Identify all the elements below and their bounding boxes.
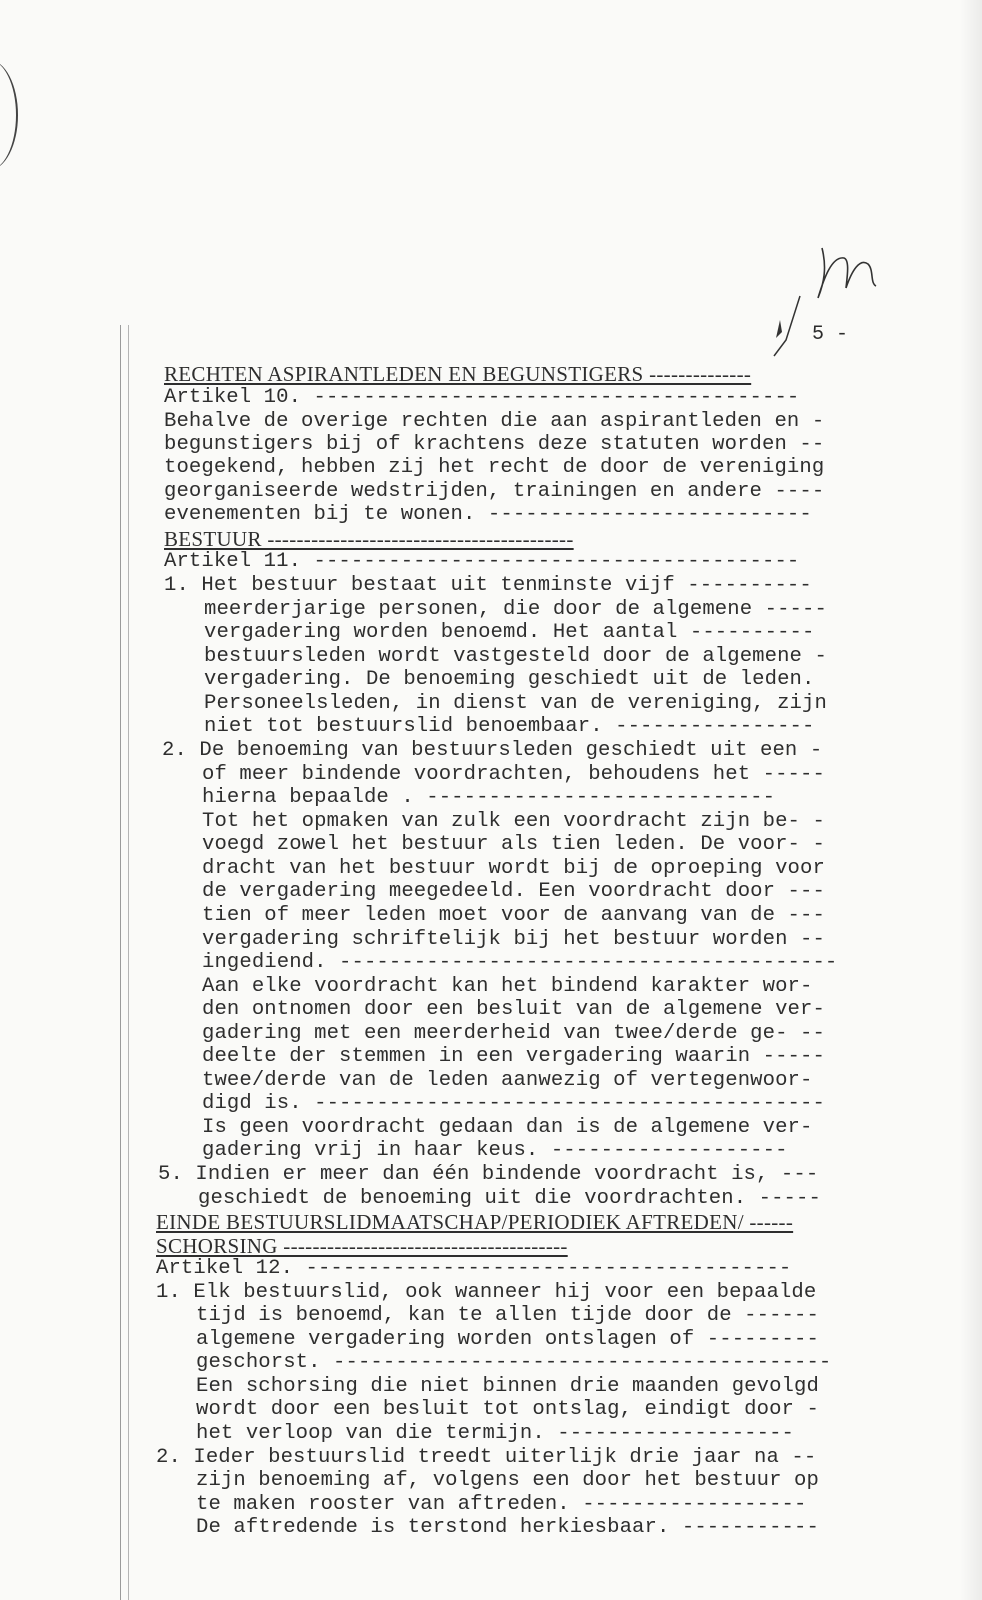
text-line: de vergadering meegedeeld. Een voordracht door --- xyxy=(202,880,825,903)
text-line: wordt door een besluit tot ontslag, eindigt door - xyxy=(196,1398,819,1421)
text-line: Een schorsing die niet binnen drie maanden gevolgd xyxy=(196,1375,819,1398)
text-line: niet tot bestuurslid benoembaar. ---------------- xyxy=(204,715,815,738)
margin-rule xyxy=(120,325,121,1600)
text-line: bestuursleden wordt vastgesteld door de algemene - xyxy=(204,645,827,668)
text-line: zijn benoeming af, volgens een door het bestuur op xyxy=(196,1469,819,1492)
text-line: Behalve de overige rechten die aan aspirantleden en - xyxy=(164,410,825,433)
text-line: gadering vrij in haar keus. ------------------- xyxy=(202,1139,788,1162)
list-item-text: 1. Elk bestuurslid, ook wanneer hij voor een bepaalde xyxy=(156,1281,817,1304)
text-line: Personeelsleden, in dienst van de vereniging, zijn xyxy=(204,692,827,715)
text-line: dracht van het bestuur wordt bij de oproeping voor xyxy=(202,857,825,880)
text-line: digd is. ----------------------------------------- xyxy=(202,1092,825,1115)
section-heading: BESTUUR ------------------------------------------ xyxy=(164,527,574,551)
text-line: tijd is benoemd, kan te allen tijde door de ------ xyxy=(196,1304,819,1327)
text-line: begunstigers bij of krachtens deze statuten worden -- xyxy=(164,433,825,456)
handwritten-initials-signature xyxy=(752,228,912,368)
margin-rule xyxy=(128,325,129,1600)
text-line: vergadering. De benoeming geschiedt uit de leden. xyxy=(204,668,815,691)
article-heading: Artikel 12. --------------------------------------- xyxy=(156,1257,792,1280)
text-line: twee/derde van de leden aanwezig of vertegenwoor- xyxy=(202,1069,813,1092)
text-line: vergadering worden benoemd. Het aantal ---------- xyxy=(204,621,815,644)
text-line: meerderjarige personen, die door de algemene ----- xyxy=(204,598,827,621)
text-line: georganiseerde wedstrijden, trainingen en andere ---- xyxy=(164,480,825,503)
text-line: Is geen voordracht gedaan dan is de algemene ver- xyxy=(202,1116,813,1139)
section-heading: SCHORSING --------------------------------------- xyxy=(156,1234,568,1258)
text-line: geschorst. ---------------------------------------- xyxy=(196,1351,832,1374)
section-heading: RECHTEN ASPIRANTLEDEN EN BEGUNSTIGERS -------------- xyxy=(164,362,752,386)
page-number: 5 - xyxy=(812,323,849,346)
text-line: toegekend, hebben zij het recht de door de vereniging xyxy=(164,456,825,479)
text-line: tien of meer leden moet voor de aanvang van de --- xyxy=(202,904,825,927)
text-line: deelte der stemmen in een vergadering waarin ----- xyxy=(202,1045,825,1068)
article-heading: Artikel 10. --------------------------------------- xyxy=(164,386,800,409)
section-heading: EINDE BESTUURSLIDMAATSCHAP/PERIODIEK AFTREDEN/ ------ xyxy=(156,1210,794,1234)
text-line: De aftredende is terstond herkiesbaar. ----------- xyxy=(196,1516,819,1539)
text-line: ingediend. ---------------------------------------- xyxy=(202,951,838,974)
list-item-text: 2. De benoeming van bestuursleden geschiedt uit een - xyxy=(162,739,823,762)
text-line: Aan elke voordracht kan het bindend karakter wor- xyxy=(202,975,813,998)
scan-edge-artifact xyxy=(0,60,18,170)
text-line: hierna bepaalde . ---------------------------- xyxy=(202,786,776,809)
text-line: voegd zowel het bestuur als tien leden. De voor- - xyxy=(202,833,825,856)
text-line: den ontnomen door een besluit van de algemene ver- xyxy=(202,998,825,1021)
text-line: gadering met een meerderheid van twee/derde ge- -- xyxy=(202,1022,825,1045)
list-item-text: 5. Indien er meer dan één bindende voordracht is, --- xyxy=(158,1163,819,1186)
list-item-text: 2. Ieder bestuurslid treedt uiterlijk drie jaar na -- xyxy=(156,1446,817,1469)
text-line: Tot het opmaken van zulk een voordracht zijn be- - xyxy=(202,810,825,833)
scan-shadow xyxy=(960,0,982,1600)
text-line: evenementen bij te wonen. -------------------------- xyxy=(164,503,812,526)
list-item-text: 1. Het bestuur bestaat uit tenminste vijf ---------- xyxy=(164,574,812,597)
text-line: of meer bindende voordrachten, behoudens het ----- xyxy=(202,763,825,786)
text-line: geschiedt de benoeming uit die voordrachten. ----- xyxy=(198,1187,821,1210)
text-line: te maken rooster van aftreden. ------------------ xyxy=(196,1493,807,1516)
article-heading: Artikel 11. --------------------------------------- xyxy=(164,550,800,573)
text-line: algemene vergadering worden ontslagen of --------- xyxy=(196,1328,819,1351)
text-line: het verloop van die termijn. ------------------- xyxy=(196,1422,794,1445)
text-line: vergadering schriftelijk bij het bestuur worden -- xyxy=(202,928,825,951)
